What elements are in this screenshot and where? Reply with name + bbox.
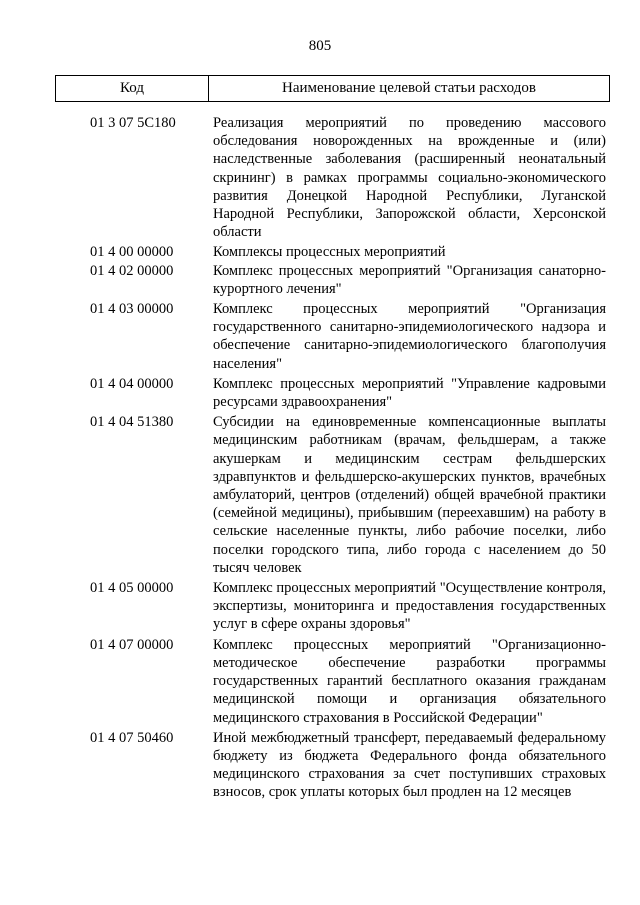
row-name: Комплексы процессных мероприятий [213,244,446,261]
row-code: 01 4 04 51380 [90,414,174,431]
row-code: 01 4 07 00000 [90,636,174,653]
table-row [0,262,640,298]
table-row [0,300,640,373]
table-row [0,579,640,634]
header-name: Наименование целевой статьи расходов [282,80,536,96]
row-name: Иной межбюджетный трансферт, передаваемый федеральному бюджету из бюджета Федерального фонда обязательного медицинского страхования за счет поступивших страховых взносов, срок уплаты которых был продлен на 12 месяцев [213,729,606,801]
table-row [0,243,640,261]
row-name: Субсидии на единовременные компенсационные выплаты медицинским работникам (врачам, фельдшерам, а также акушеркам и медицинским сестрам фельдшерских здравпунктов и фельдшерско-акушерских пунктов, врачебных амбулаторий, центров (отделений) общей врачебной практики (семейной медицины), прибывшим (переехавшим) на работу в сельские населенные пункты, либо рабочие поселки, либо поселки городского типа, либо города с населением до 50 тысяч человек [213,414,606,576]
row-code: 01 4 03 00000 [90,301,174,318]
page-number: 805 [308,38,332,54]
header-code: Код [56,76,209,101]
row-name: Комплекс процессных мероприятий "Осуществление контроля, экспертизы, мониторинга и предоставления государственных услуг в сфере охраны здоровья" [213,580,606,633]
row-code: 01 4 00 00000 [90,244,174,261]
row-name: Комплекс процессных мероприятий "Организация санаторно-курортного лечения" [213,262,606,297]
row-name: Комплекс процессных мероприятий "Организационно-методическое обеспечение разработки программы государственных гарантий бесплатного оказания гражданам медицинской помощи и организация обязательного медицинского страхования в Российской Федерации" [213,636,606,726]
table-row [0,413,640,577]
table-row [0,375,640,411]
table-row [0,636,640,727]
row-code: 01 4 05 00000 [90,580,174,597]
table-row [0,729,640,802]
row-name: Комплекс процессных мероприятий "Организация государственного санитарно-эпидемиологического надзора и обеспечение санитарно-эпидемиологического благополучия населения" [213,301,606,372]
row-code: 01 4 02 00000 [90,262,174,279]
table-row [0,114,640,241]
row-code: 01 4 04 00000 [90,375,174,392]
row-name: Комплекс процессных мероприятий "Управление кадровыми ресурсами здравоохранения" [213,375,606,411]
table-header [55,75,610,102]
row-name: Реализация мероприятий по проведению массового обследования новорожденных на врожденные и (или) наследственные заболевания (расширенный неонатальный скрининг) в рамках программы социально-экономического развития Донецкой Народной Республики, Луганской Народной Республики, Запорожской области, Херсонской области [213,115,606,241]
row-code: 01 4 07 50460 [90,729,174,746]
row-code: 01 3 07 5С180 [90,115,176,131]
table-body [0,114,640,802]
